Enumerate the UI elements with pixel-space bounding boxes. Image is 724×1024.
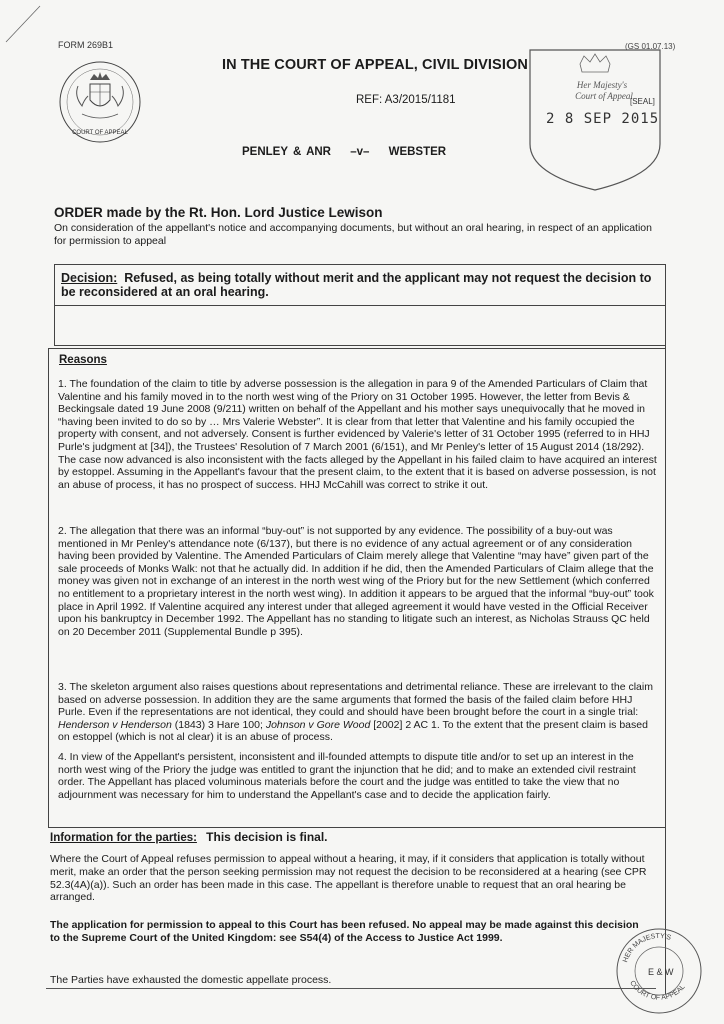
svg-text:HER MAJESTY'S bbox=[622, 933, 672, 964]
reason-3-text-c: [2002] 2 AC 1. To the extent that the present claim is based on estoppel (which is not al clear) it is an abuse of process. bbox=[58, 718, 648, 744]
order-title: ORDER made by the Rt. Hon. Lord Justice Lewison bbox=[54, 205, 383, 220]
reason-3-text-a: 3. The skeleton argument also raises questions about representations and detrimental reliance. These are irrelevant to the claim based on adverse possession. In addition they are the same arguments that formed the basis of the failed claim before HHJ Purle. Even if the representations are not identical, they could and should have been brought before the court in a single trial: bbox=[58, 681, 653, 719]
reason-paragraph-1: 1. The foundation of the claim to title by adverse possession is the allegation in para 9 of the Amended Particulars of Claim that Valentine and his family moved in to the north west wing of the Priory on 31 October 1995. However, the letter from Bevis & Beckingsale dated 19 June 2008 (9/211) written on behalf of the Appellant and his mother says unequivocally that he moved in “having been invited to do so by … Mrs Valerie Webster”. It is clear from that letter that Valentine and his family occupied the property with consent, and not adversely. Consent is further evidenced by Valerie's letter of 31 October 1995 (referred to in HHJ Purle's judgment at [34]), the Trustees' Resolution of 7 March 2001 (6/151), and Mr Penley's letter of 15 August 2014 (18/292). The case now advanced is also inconsistent with the facts alleged by the Appellant in his failed claim to have acquired an interest by estoppel. Assuming in the Appellant's favour that the present claim, to the extent that it is based on adverse possession, is not an abuse of process, it has no prospect of success. HHJ McCahill was correct to strike it out. bbox=[58, 378, 657, 491]
stamp-seal-label: [SEAL] bbox=[630, 97, 655, 106]
case-citation-henderson: Henderson v Henderson bbox=[58, 718, 172, 731]
stamp-majesty-text: Her Majesty's bbox=[576, 80, 628, 90]
appellant-name: PENLEY & ANR bbox=[242, 146, 331, 158]
court-title: IN THE COURT OF APPEAL, CIVIL DIVISION bbox=[222, 57, 528, 73]
versus-label: –v– bbox=[350, 146, 370, 158]
case-reference: REF: A3/2015/1181 bbox=[356, 94, 456, 106]
reason-paragraph-2: 2. The allegation that there was an informal “buy-out” is not supported by any evidence. The possibility of a buy-out was mentioned in Mr Penley's attendance note (6/137), but there is no evidence of any actual agreement or of any consideration having been provided by Valentine. The Amended Particulars of Claim merely allege that Valentine “may have” given part of the sale proceeds of Monks Walk: not that he actually did. In addition if he did, then the Amended Particulars of Claim allege that the money was given not in exchange of an interest in the north west wing of the Priory but for the new Settlement (which conferred no entitlement to a proprietary interest in the north west wing). In addition it appears to be argued that the informal “buy-out” took place in April 1992. If Valentine acquired any interest under that alleged agreement it would have vested in the Official Receiver upon his bankruptcy in December 1992. The Appellant has no standing to litigate such an interest, as Nicholas Strauss QC held on 20 December 2011 (Supplemental Bundle p 395). bbox=[58, 525, 654, 638]
reason-3-text-b: (1843) 3 Hare 100; bbox=[171, 718, 266, 731]
decision-final-text: This decision is final. bbox=[206, 830, 328, 844]
appellate-process-exhausted: The Parties have exhausted the domestic appellate process. bbox=[50, 974, 332, 986]
information-heading bbox=[50, 830, 328, 844]
seal-ring-top-text: HER MAJESTY'S bbox=[622, 932, 672, 964]
case-parties bbox=[242, 146, 460, 158]
reasons-title: Reasons bbox=[59, 354, 107, 366]
stamp-court-text: Court of Appeal bbox=[575, 91, 633, 101]
stamp-code: (GS 01.07.13) bbox=[625, 42, 676, 51]
stamp-date: 2 8 SEP 2015 bbox=[546, 111, 660, 127]
form-number: FORM 269B1 bbox=[58, 40, 114, 50]
decision-label: Decision: bbox=[61, 271, 118, 285]
case-citation-johnson: Johnson v Gore Wood bbox=[265, 718, 371, 731]
order-intro: On consideration of the appellant's notice and accompanying documents, but without an oral hearing, in respect of an application for permission to appeal bbox=[54, 222, 652, 247]
reason-paragraph-4: 4. In view of the Appellant's persistent, inconsistent and ill-founded attempts to dispute title and/or to set up an interest in the north west wing of the Priory the judge was entitled to grant the injunction that he did; and to make an extended civil restraint order. The Appellant has placed voluminous materials before the court and the judge was entitled to take the view that no adjournment was necessary for him to understand the Appellant's case and to decide the application fairly. bbox=[58, 751, 636, 801]
crest-court-text: COURT OF APPEAL bbox=[72, 130, 128, 136]
decision-text: Refused, as being totally without merit and the applicant may not request the decision to be reconsidered at an oral hearing. bbox=[61, 271, 652, 299]
svg-text:COURT OF APPEAL bbox=[628, 980, 686, 1002]
reason-paragraph-3 bbox=[58, 681, 660, 744]
bottom-rule bbox=[46, 988, 656, 989]
information-label: Information for the parties: bbox=[50, 832, 197, 844]
right-margin-rule bbox=[665, 264, 666, 994]
royal-coat-of-arms-icon bbox=[52, 56, 148, 148]
corner-pen-mark bbox=[4, 4, 44, 44]
appeal-refused-notice: The application for permission to appeal to this Court has been refused. No appeal may be made against this decision to the Supreme Court of the United Kingdom: see S54(4) of the Access to Justice Act 1999. bbox=[50, 919, 639, 944]
decision-statement bbox=[61, 271, 657, 299]
information-body: Where the Court of Appeal refuses permission to appeal without a hearing, it may, if it considers that application is totally without merit, make an order that the person seeking permission may not request the decision to be reconsidered at a hearing (see CPR 52.3(4A)(a)). Such an order has been made in this case. The appellant is therefore unable to request that an oral hearing be arranged. bbox=[50, 853, 647, 904]
decision-divider bbox=[55, 305, 665, 306]
decision-box bbox=[54, 264, 666, 346]
seal-ring-bottom-text: COURT OF APPEAL bbox=[628, 979, 687, 1002]
respondent-name: WEBSTER bbox=[388, 146, 447, 158]
seal-center-text: E & W bbox=[648, 967, 674, 977]
